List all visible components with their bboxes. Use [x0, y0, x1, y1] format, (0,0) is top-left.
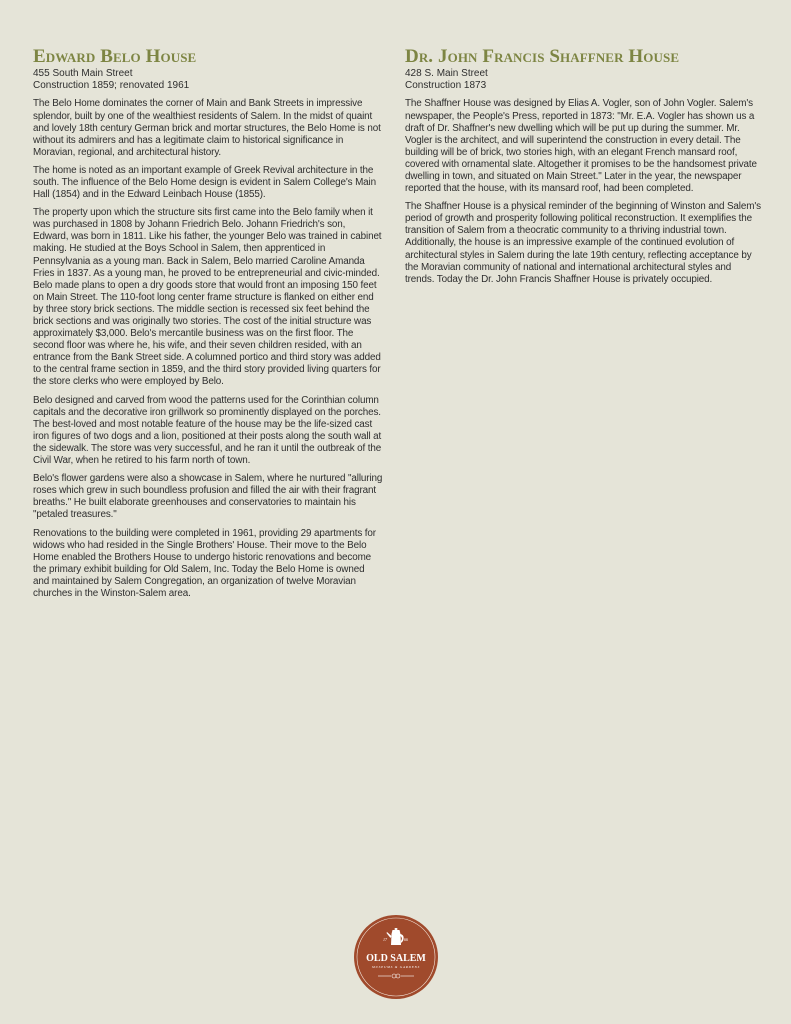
old-salem-logo [353, 914, 439, 1000]
address: 455 South Main Street [33, 68, 133, 79]
logo-tagline: MUSEUMS & GARDENS [371, 965, 421, 969]
paragraph: The home is noted as an important example of Greek Revival architecture in the south. The influence of the Belo Home design is evident in Salem College's Main Hall (1854) and in the Edward Leinbach House (1855). [33, 164, 376, 201]
construction-date: Construction 1873 [405, 80, 487, 92]
logo-year-right: 66 [404, 937, 408, 942]
paragraph: The Belo Home dominates the corner of Main and Bank Streets in impressive splendor, built by one of the wealthiest residents of Salem. In the midst of quaint and lovely 18th century German brick and mortar structures, the Belo Home is not without its admirers and has a legitimate claim to historical significance in Moravian, regional, and architectural history. [33, 98, 381, 158]
paragraph: Belo's flower gardens were also a showcase in Salem, where he nurtured "alluring roses which grew in such boundless profusion and filled the air with their fragrant breaths." He built elaborate greenhouses and conservatories to maintain his "petaled treasures." [33, 473, 383, 521]
paragraph: Belo designed and carved from wood the patterns used for the Corinthian column capitals and the decorative iron grillwork so prominently displayed on the porches. The best-loved and most notable feature of the house may be the life-sized cast iron figures of two dogs and a lion, positioned at their posts along the south wall at the sidewalk. The store was very successful, and he ran it until the outbreak of the Civil War, when he retired to his farm north of town. [33, 394, 382, 467]
paragraph: The property upon which the structure sits first came into the Belo family when it was purchased in 1808 by Johann Friedrich Belo. Johann Friedrich's son, Edward, was born in 1811. Like his father, the younger Belo was trained in cabinet making. He studied at the Boys School in Salem, then apprenticed in Pennsylvania as a young man. Back in Salem, Belo married Caroline Amanda Fries in 1837. As a young man, he proved to be entrepreneurial and civic-minded. Belo made plans to open a dry goods store that would front an imposing 150 feet on Main Street. The 110-foot long center frame structure is flanked on either end by three story brick sections. The middle section is recessed six feet behind the brick sections and was originally two stories. The cost of the initial structure was approximately $3,000. Belo's mercantile business was on the first floor. The second floor was where he, his wife, and their seven children resided, with an entrance from the Bank Street side. A columned portico and third story was added to the central frame section in 1859, and the third story provided living quarters for the store clerks who were employed by Belo. [33, 207, 382, 388]
paragraph: The Shaffner House is a physical reminder of the beginning of Winston and Salem's period of growth and prosperity following political reconstruction. It exemplifies the transition of Salem from a theocratic community to a thriving industrial town. Additionally, the house is an impressive example of the continued evolution of architectural styles in Salem during the late 19th century, reflecting acceptance by the Moravian community of national and international architectural styles and trends. Today the Dr. John Francis Shaffner House is privately occupied. [405, 201, 761, 285]
section-title: Edward Belo House [33, 46, 197, 67]
logo-name: OLD SALEM [366, 953, 426, 964]
paragraph: Renovations to the building were completed in 1961, providing 29 apartments for widows who had resided in the Single Brothers' House. Their move to the Belo Home enabled the Brothers House to undergo historic renovations and become the primary exhibit building for Old Salem, Inc. Today the Belo Home is owned and maintained by Salem Congregation, an organization of twelve Moravian churches in the Winston-Salem area. [33, 527, 376, 599]
shaffner-house-section [405, 47, 761, 286]
section-title: Dr. John Francis Shaffner House [405, 46, 680, 67]
logo-year-left: 17 [383, 937, 387, 942]
construction-date: Construction 1859; renovated 1961 [33, 80, 190, 92]
address: 428 S. Main Street [405, 68, 488, 79]
edward-belo-house-section [33, 47, 383, 600]
paragraph: The Shaffner House was designed by Elias A. Vogler, son of John Vogler. Salem's newspaper, the People's Press, reported in 1873: "Mr. E.A. Vogler has shown us a draft of Dr. Shaffner's new dwelling which will be put up during the summer. Mr. Vogler is the architect, and will superintend the construction in every detail. The building will be of brick, two stories high, with an elegant French mansard roof, covered with ornamental slate. Altogether it promises to be the handsomest private dwelling in town, and situated on Main Street." Later in the year, the newspaper reported that the house, with its mansard roof, had been completed. [405, 98, 757, 195]
